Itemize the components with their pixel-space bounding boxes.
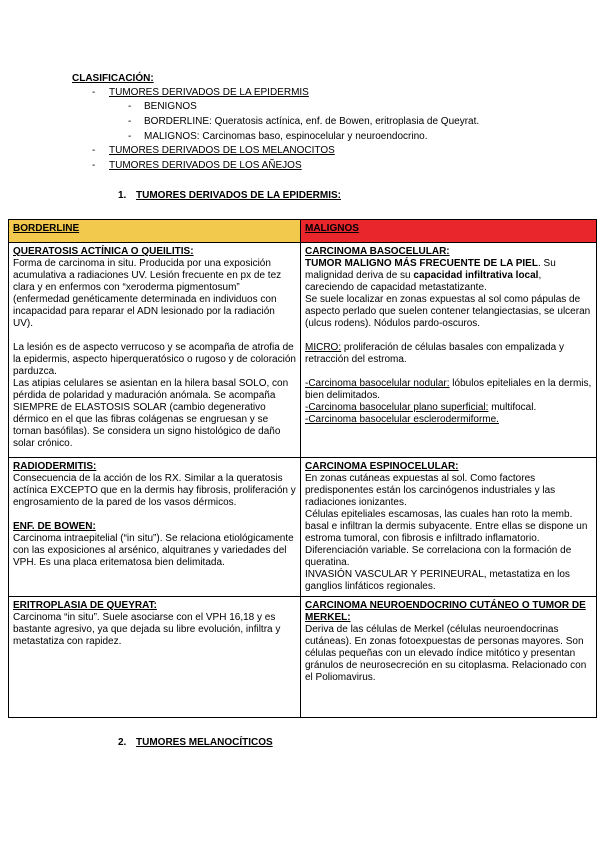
- cell-radiodermitis-bowen: RADIODERMITIS: Consecuencia de la acción de los RX. Similar a la queratosis actínica EXCEPTO que en la dermis hay fibrosis, proliferación y engrosamiento de la pared de los vasos dérmicos. ENF. DE BOWEN: Carcinoma intraepitelial (“in situ”). Se relaciona etiológicamente con las exposiciones al arsénico, alquitranes y variedades del VPH. Es una placa eritematosa bien delimitada.: [9, 458, 301, 597]
- cell-queratosis-actinica: QUERATOSIS ACTÍNICA O QUEILITIS: Forma de carcinoma in situ. Producida por una exposición acumulativa a radiaciones UV. Lesión frecuente en px de tez clara y en enfermos con “xeroderma pigmentosum” (enfermedad genéticamente determinada en individuos con incapacidad para reparar el ADN lesionado por la radiación UV). La lesión es de aspecto verrucoso y se acompaña de atrofia de la epidermis, aspecto hiperqueratósico o rugoso y de coloración parduzca. Las atipias celulares se asientan en la hilera basal SOLO, con pérdida de polaridad y maduración anómala. Se acompaña SIEMPRE de ELASTOSIS SOLAR (cambio degenerativo dérmico en el que las fibras colágenas se engruesan y se tornan basófilas). Se considera un signo histológico de daño solar crónico.: [9, 243, 301, 458]
- cell-eritroplasia-queyrat: ERITROPLASIA DE QUEYRAT: Carcinoma “in situ”. Suele asociarse con el VPH 16,18 y es bastante agresivo, ya que dejada su libre evolución, infiltra y metastatiza con rapidez.: [9, 597, 301, 718]
- table-header-row: [9, 220, 597, 243]
- header-borderline: BORDERLINE: [9, 220, 301, 243]
- tumor-table: [8, 219, 597, 718]
- class-subitem-borderline: - BORDERLINE: Queratosis actínica, enf. de Bowen, eritroplasia de Queyrat.: [128, 116, 480, 127]
- class-item-epidermis: - TUMORES DERIVADOS DE LA EPIDERMIS: [92, 87, 309, 98]
- table-row: [9, 243, 597, 458]
- table-row: [9, 597, 597, 718]
- class-subitem-malignos: - MALIGNOS: Carcinomas baso, espinocelular y neuroendocrino.: [128, 131, 428, 142]
- section1-heading: 1. TUMORES DERIVADOS DE LA EPIDERMIS:: [118, 190, 342, 201]
- classification-title: CLASIFICACIÓN:: [72, 73, 154, 84]
- cell-tumor-merkel: CARCINOMA NEUROENDOCRINO CUTÁNEO O TUMOR DE MERKEL: Deriva de las células de Merkel (células neuroendocrinas cutáneas). En zonas fotoexpuestas de personas mayores. Son células pequeñas con un elevado índice mitótico y presentan gránulos de neurosecreción en su citoplasma. Relacionado con el Poliomavirus.: [301, 597, 597, 718]
- table-row: [9, 458, 597, 597]
- class-subitem-benignos: - BENIGNOS: [128, 101, 197, 112]
- cell-carcinoma-espinocelular: CARCINOMA ESPINOCELULAR: En zonas cutáneas expuestas al sol. Como factores predisponentes están los carcinógenos industriales y las radiaciones ionizantes. Células epiteliales escamosas, las cuales han roto la memb. basal e infiltran la dermis subyacente. Entre ellas se dispone un estroma tumoral, con fibrosis e infiltrado inflamatorio. Diferenciación variable. Se correlaciona con la formación de queratina. INVASIÓN VASCULAR Y PERINEURAL, metastatiza en los ganglios linfáticos regionales.: [301, 458, 597, 597]
- class-item-melanocitos: - TUMORES DERIVADOS DE LOS MELANOCITOS: [92, 145, 335, 156]
- class-item-anejos: - TUMORES DERIVADOS DE LOS AÑEJOS: [92, 160, 302, 171]
- header-malignos: MALIGNOS: [301, 220, 597, 243]
- cell-carcinoma-basocelular: CARCINOMA BASOCELULAR: TUMOR MALIGNO MÁS FRECUENTE DE LA PIEL. Su malignidad deriva de su capacidad infiltrativa local, careciendo de capacidad metastatizante. Se suele localizar en zonas expuestas al sol como pápulas de aspecto perlado que suelen contener telangiectasias, se ulceran (ulcus rodens). Nódulos pardo-oscuros. MICRO: proliferación de células basales con empalizada y retracción del estroma. -Carcinoma basocelular nodular: lóbulos epiteliales en la dermis, bien delimitados. -Carcinoma basocelular plano superficial: multifocal. -Carcinoma basocelular esclerodermiforme.: [301, 243, 597, 458]
- section2-heading: 2. TUMORES MELANOCÍTICOS: [118, 737, 273, 748]
